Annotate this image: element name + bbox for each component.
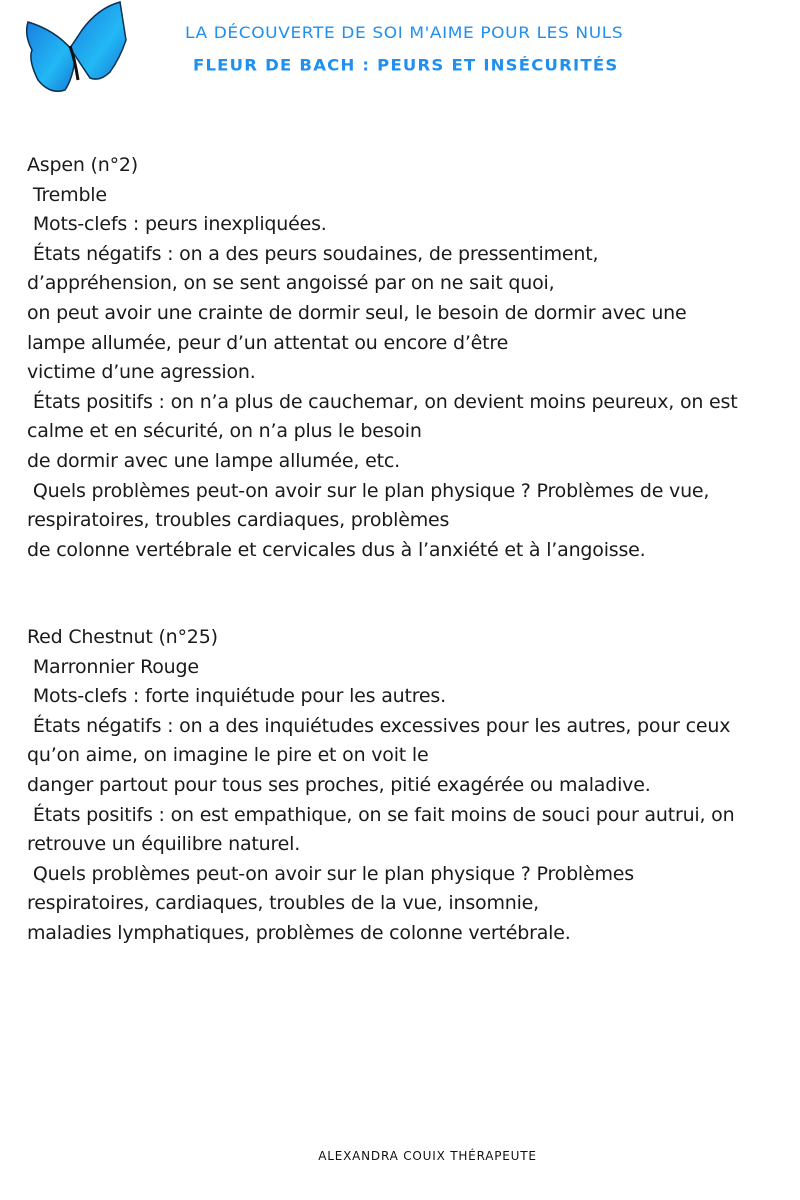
text-line: Marronnier Rouge (27, 655, 199, 678)
text-line: États positifs : on n’a plus de cauchemar, on devient moins peureux, on est (27, 390, 738, 413)
text-line: États négatifs : on a des inquiétudes excessives pour les autres, pour ceux (27, 714, 731, 737)
text-line: respiratoires, cardiaques, troubles de la vue, insomnie, (27, 892, 539, 915)
text-line: d’appréhension, on se sent angoissé par on ne sait quoi, (27, 272, 555, 295)
section-aspen (27, 151, 787, 565)
butterfly-icon (20, 0, 130, 98)
text-line: Mots-clefs : peurs inexpliquées. (27, 213, 327, 236)
text-line: Quels problèmes peut-on avoir sur le plan physique ? Problèmes de vue, (27, 479, 710, 502)
text-line: on peut avoir une crainte de dormir seul, le besoin de dormir avec une (27, 301, 687, 324)
text-line: États négatifs : on a des peurs soudaines, de pressentiment, (27, 242, 599, 265)
text-line: qu’on aime, on imagine le pire et on voit le (27, 744, 429, 767)
document-title: LA DÉCOUVERTE DE SOI M'AIME POUR LES NULS (185, 23, 624, 43)
text-line: de colonne vertébrale et cervicales dus à l’anxiété et à l’angoisse. (27, 538, 646, 561)
text-line: victime d’une agression. (27, 361, 256, 384)
text-line: danger partout pour tous ses proches, pitié exagérée ou maladive. (27, 773, 651, 796)
text-line: Tremble (27, 183, 107, 206)
text-line: de dormir avec une lampe allumée, etc. (27, 449, 400, 472)
section-heading: Red Chestnut (n°25) (27, 626, 218, 648)
text-line: calme et en sécurité, on n’a plus le besoin (27, 420, 422, 443)
text-line: Quels problèmes peut-on avoir sur le plan physique ? Problèmes (27, 862, 634, 885)
text-line: maladies lymphatiques, problèmes de colonne vertébrale. (27, 921, 571, 944)
document-subtitle: FLEUR DE BACH : PEURS ET INSÉCURITÉS (193, 56, 619, 75)
text-line: Mots-clefs : forte inquiétude pour les autres. (27, 685, 446, 708)
section-red-chestnut (27, 623, 787, 949)
footer-author: ALEXANDRA COUIX THÉRAPEUTE (318, 1149, 537, 1163)
section-heading: Aspen (n°2) (27, 154, 138, 176)
text-line: États positifs : on est empathique, on se fait moins de souci pour autrui, on (27, 803, 735, 826)
text-line: retrouve un équilibre naturel. (27, 833, 301, 856)
text-line: respiratoires, troubles cardiaques, problèmes (27, 509, 450, 532)
text-line: lampe allumée, peur d’un attentat ou encore d’être (27, 331, 509, 354)
